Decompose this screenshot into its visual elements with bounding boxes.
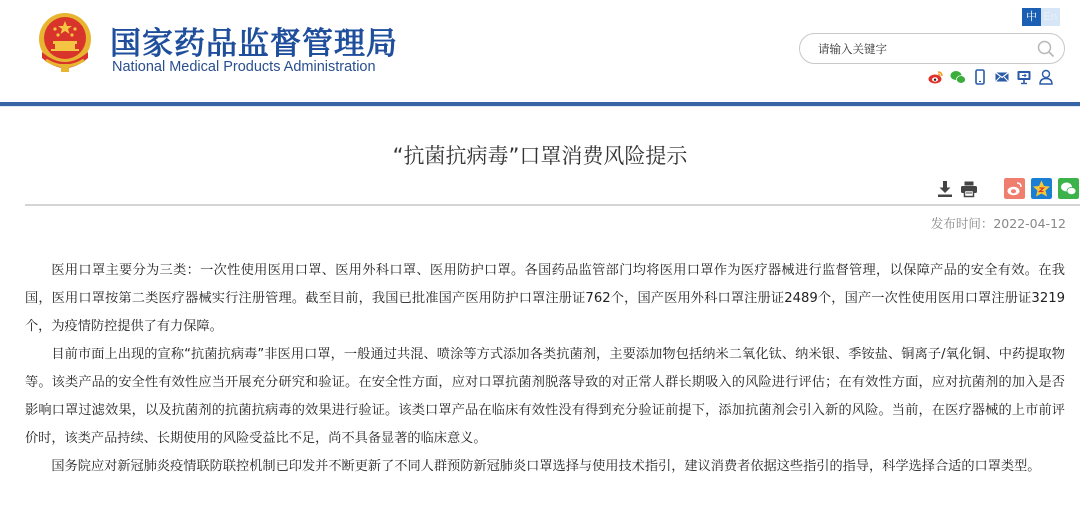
site-title-english[interactable]: National Medical Products Administration bbox=[112, 59, 376, 75]
article-title: “抗菌抗病毒”口罩消费风险提示 bbox=[392, 144, 688, 168]
lang-english-button[interactable]: En bbox=[1041, 8, 1060, 26]
site-header bbox=[0, 0, 1080, 100]
print-icon[interactable] bbox=[960, 180, 978, 198]
user-icon[interactable] bbox=[1038, 69, 1054, 85]
weibo-share-icon[interactable] bbox=[1004, 178, 1025, 199]
paragraph: 医用口罩主要分为三类：一次性使用医用口罩、医用外科口罩、医用防护口罩。各国药品监管部门均将医用口罩作为医疗器械进行监督管理，以保障产品的安全有效。在我国，医用口罩按第二类医疗器械实行注册管理。截至目前，我国已批准国产医用防护口罩注册证762个，国产医用外科口罩注册证2489个，国产一次性使用医用口罩注册证3219个，为疫情防控提供了有力保障。 bbox=[25, 263, 1065, 334]
article-body bbox=[25, 257, 1065, 481]
language-switch bbox=[1022, 8, 1060, 26]
paragraph: 国务院应对新冠肺炎疫情联防联控机制已印发并不断更新了不同人群预防新冠肺炎口罩选择与使用技术指引，建议消费者依据这些指引的指导，科学选择合适的口罩类型。 bbox=[51, 459, 1041, 474]
site-title-chinese[interactable]: 国家药品监督管理局 bbox=[110, 26, 398, 62]
article-divider bbox=[25, 204, 1080, 206]
screen-icon[interactable] bbox=[1016, 69, 1032, 85]
publish-date-value: 2022-04-12 bbox=[993, 216, 1066, 231]
search-input[interactable] bbox=[818, 40, 1028, 58]
mobile-icon[interactable] bbox=[972, 69, 988, 85]
header-divider-shadow bbox=[0, 106, 1080, 107]
publish-date bbox=[931, 214, 1066, 232]
lang-chinese-button[interactable]: 中 bbox=[1022, 8, 1041, 26]
search-icon[interactable] bbox=[1037, 40, 1055, 58]
download-icon[interactable] bbox=[936, 180, 954, 198]
national-emblem-logo[interactable] bbox=[36, 12, 94, 74]
article-tools bbox=[936, 178, 1079, 199]
wechat-share-icon[interactable] bbox=[1058, 178, 1079, 199]
weibo-icon[interactable] bbox=[928, 69, 944, 85]
wechat-icon[interactable] bbox=[950, 69, 966, 85]
qzone-share-icon[interactable] bbox=[1031, 178, 1052, 199]
publish-date-label: 发布时间： bbox=[930, 216, 994, 231]
social-links bbox=[928, 69, 1054, 85]
paragraph: 目前市面上出现的宣称“抗菌抗病毒”非医用口罩，一般通过共混、喷涂等方式添加各类抗菌剂，主要添加物包括纳米二氧化钛、纳米银、季铵盐、铜离子/氧化铜、中药提取物等。该类产品的安全性有效性应当开展充分研究和验证。在安全性方面，应对口罩抗菌剂脱落导致的对正常人群长期吸入的风险进行评估；在有效性方面，应对抗菌剂的加入是否影响口罩过滤效果，以及抗菌剂的抗菌抗病毒的效果进行验证。该类口罩产品在临床有效性没有得到充分验证前提下，添加抗菌剂会引入新的风险。当前，在医疗器械的上市前评价时，该类产品持续、长期使用的风险受益比不足，尚不具备显著的临床意义。 bbox=[25, 347, 1065, 446]
search-box bbox=[799, 33, 1065, 64]
mail-icon[interactable] bbox=[994, 69, 1010, 85]
